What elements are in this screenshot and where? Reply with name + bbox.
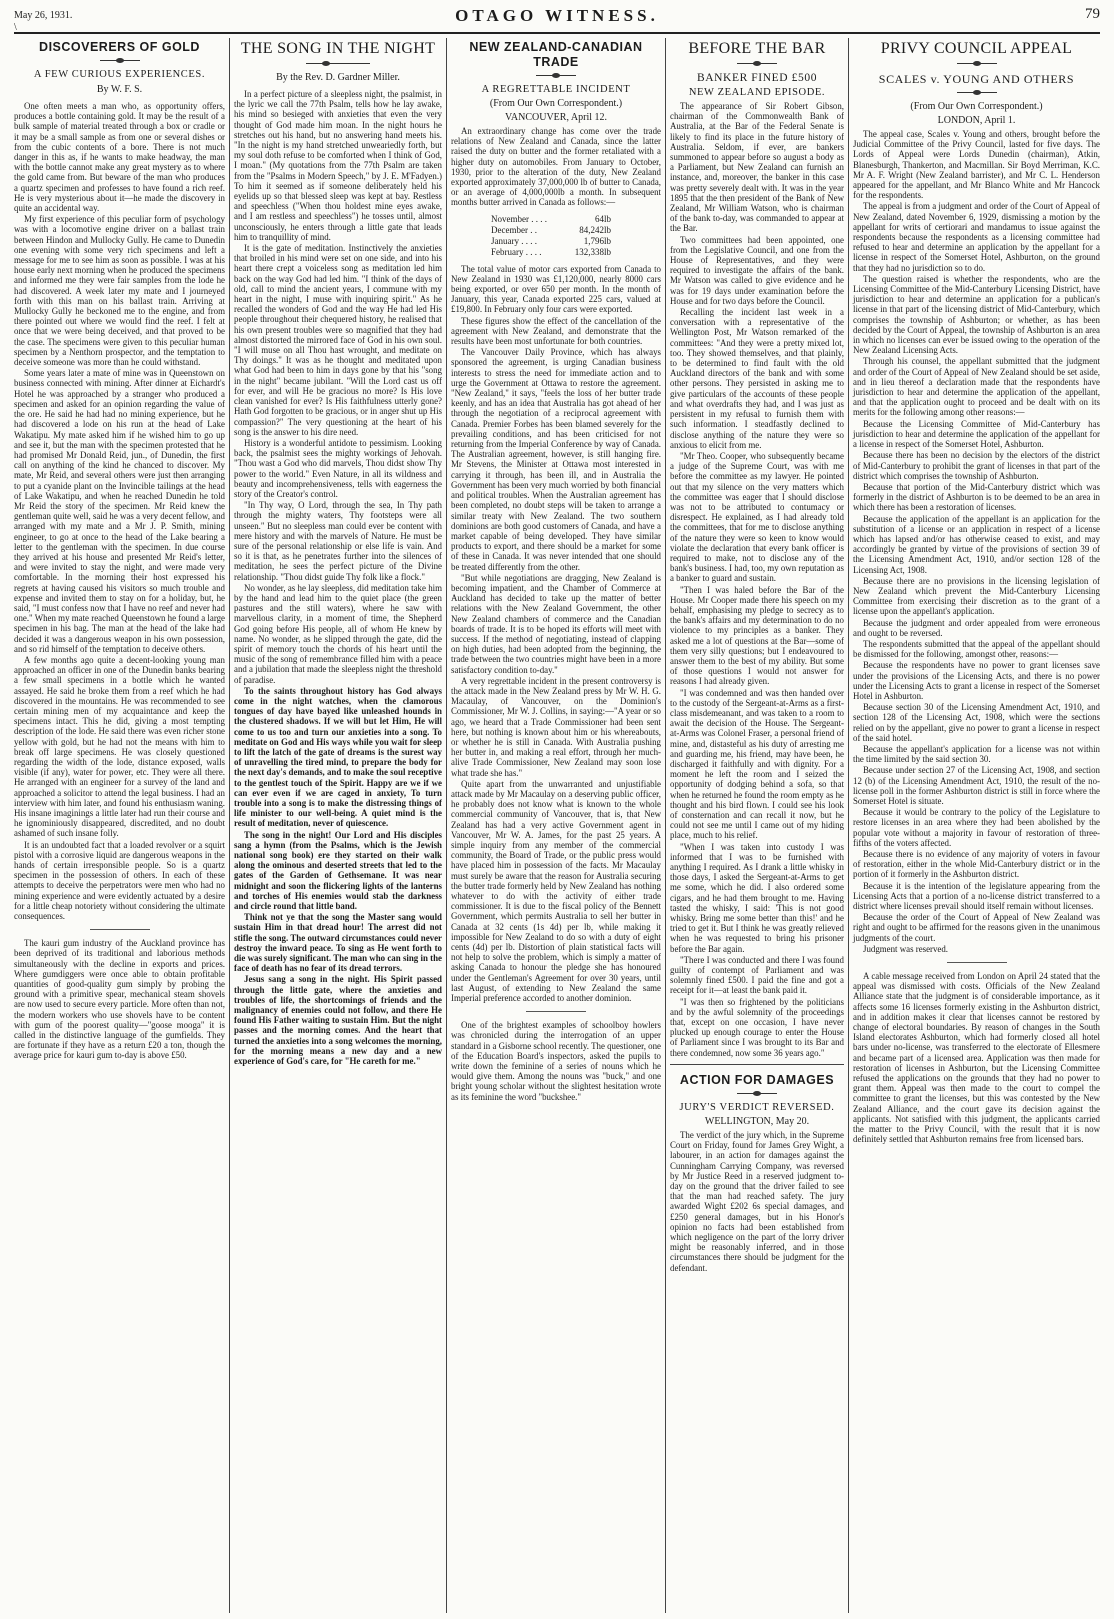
paragraph: Because the order of the Court of Appeal of New Zealand was right and ought to be affirmed for the reasons given in the unanimous judgments of the court. (853, 912, 1100, 943)
article-subheadline: JURY'S VERDICT REVERSED. (679, 1101, 835, 1113)
butter-imports-table (491, 214, 661, 258)
paragraph: A few months ago quite a decent-looking young man approached an officer in one of the Dunedin banks bearing a few small specimens in a bottle which he wanted assayed. He said he broke them from a reef which he had discovered in the mountains. He was recommended to see certain mining men of my acquaintance and keep the specimens intact. This he did, giving a most tempting description of the lode. He said there was even richer stone yellow with gold, but he had not the means with him to break off large specimens. He was closely questioned regarding the width of the lode, distance exposed, walls visible (if any), water for power, etc. They were all there. He arranged with an engineer for a survey of the land and approached a solicitor to attend the legal business. I had an interview with him later, and found his enthusiasm waning. His insane imaginings a little later had run their course and he ignominiously disappeared, discredited, and no doubt ashamed of such insane folly. (14, 654, 225, 839)
paragraph: Two committees had been appointed, one from the Legislative Council, and one from the House of Representatives, and they were required to investigate the affairs of the bank. Mr Watson was called to give evidence and he was for 19 days under examination before the House and for two days before the Council. (670, 234, 844, 306)
article-body (234, 89, 442, 1066)
paragraph: History is a wonderful antidote to pessimism. Looking back, the psalmist sees the mighty workings of Jehovah. "Thou wast a God who did marvels, Thou didst show Thy power to the world." Even Nature, in all its wildness and beauty and incomprehensiveness, tells with eagerness the story of the Creator's control. (234, 437, 442, 499)
column-before-the-bar (665, 38, 844, 1613)
paragraph: A cable message received from London on April 24 stated that the appeal was dismissed with costs. Officials of the New Zealand Alliance state that the judgment is of considerable importance, as it affects some 16 licenses formerly existing in the Ashburton district, and in addition makes it clear that licenses cannot be restored by change of electoral boundaries. By reason of changes in the South Island electorates Ashburton, which had formerly closed all hotel bars under no-license, was transferred to the electorate of Ellesmere and became part of a licensed area. Application was then made for restoration of licenses in Ashburton, but the Licensing Committee refused the applications on the grounds that they had no power to grant them. Appeal was then made to the court to compel the committee to grant the licenses, but this was contested by the New Zealand Alliance, and the court gave its decision against the applicants. Not satisfied with this judgment, the applicants carried the matter to the Privy Council, with the result that it is now definitely settled that Ashburton remains free from licensed bars. (853, 971, 1100, 1145)
ornament-rule (306, 61, 370, 67)
issue-date: May 26, 1931. (14, 10, 73, 21)
paragraph: Because under section 27 of the Licensing Act, 1908, and section 12 (b) of the Licensing Amendment Act, 1910, the result of the no-license poll in the former Ashburton district is still in force where the Somerset Hotel is situate. (853, 765, 1100, 806)
paragraph: The total value of motor cars exported from Canada to New Zealand in 1930 was £1,120,000, nearly 8000 cars being exported, or over 650 per month. In the month of January, this year, Canada exported 225 cars, valued at £19,800. In February only four cars were exported. (451, 263, 661, 315)
paragraph: Because the appellant's application for a license was not within the time limited by the said section 30. (853, 743, 1100, 765)
article-body (670, 1130, 844, 1273)
paragraph: A very regrettable incident in the present controversy is the attack made in the New Zealand press by Mr W. H. G. Macaulay, of Vancouver, on the Dominion's Commissioner, Mr W. J. Collins, in saying:—"A year or so ago, we heard that a Trade Commissioner had been sent here, but nothing is known about him or his whereabouts, or whether he is still in Canada. With Australia pushing her butter in, and making a real effort, through her much-alive Trade Commissioner, New Zealand may soon lose what trade she has." (451, 675, 661, 778)
paragraph: One of the brightest examples of schoolboy howlers was chronicled during the interrogation of an upper standard in a Gisborne school recently. The questioner, one of the Education Board's inspectors, asked the pupils to write down the feminine of a series of nouns which he would give them. Among the nouns was "buck," and one bright young scholar without the slightest hesitation wrote as its feminine the word "buckshee." (451, 1020, 661, 1102)
paragraph: These figures show the effect of the cancellation of the agreement with New Zealand, and demonstrate that the results have been most unfortunate for both countries. (451, 315, 661, 347)
paragraph: "There I was conducted and there I was found guilty of contempt of Parliament and was solemnly fined £500. I paid the fine and got a receipt for it—at least the bank paid it. (670, 954, 844, 996)
article-source: (From Our Own Correspondent.) (489, 98, 623, 109)
article-body (853, 129, 1100, 1145)
paragraph: "When I was taken into custody I was informed that I was to be furnished with anything I required. As I drank a little whisky in those days, I asked the Sergeant-at-Arms to get me some, which he did. I also ordered some cigars, and he had them brought to me. Having tasted the whisky, I said: 'This is not good whisky. Bring me some better than this!' and he tried to get it. But I think he was greatly relieved when he was requested to bring his prisoner before the Bar again. (670, 841, 844, 954)
paragraph: Because there has been no decision by the electors of the district of Mid-Canterbury to prohibit the grant of licenses in that part of the district which comprises the township of Ashburton. (853, 450, 1100, 481)
ornament-rule (536, 73, 576, 79)
table-quantity: 84,242lb (579, 224, 611, 235)
separator-rule (947, 962, 1007, 963)
article-body (14, 101, 225, 1061)
paragraph: The kauri gum industry of the Auckland province has been deprived of its traditional and laborious methods simultaneously with the decline in exports and prices. Where gumdiggers were once able to obtain profitable quantities of good-quality gum simply by probing the ground with a primitive spear, mechanical steam shovels are now used to secure every particle. More often than not, the modern workers who use shovels have to be content with gum of the poorest quality—"goose mooga" it is called in the distinctive language of the gumfields. They are fortunate if they have as a return £20 a ton, though the average price for kauri gum to-day is above £50. (14, 938, 225, 1061)
ornament-rule (957, 90, 997, 96)
separator-rule (526, 1011, 586, 1012)
article-subheadline: A FEW CURIOUS EXPERIENCES. (33, 69, 206, 80)
margin-mark: \ (14, 22, 17, 33)
paragraph: Because the application of the appellant is an application for the substitution of a license or an application in respect of a license which has lapsed and/or has otherwise ceased to exist, and may accordingly be granted by virtue of the provisions of section 39 of the Licensing Amendment Act, 1910, and/or section 128 of the Licensing Act, 1908. (853, 513, 1100, 575)
paragraph: Think not ye that the song the Master sang would sustain Him in that dread hour! The arrest did not stifle the song. The outward circumstances could never destroy the inward peace. To sing as He went forth to die was surely significant. The man who can sing in the face of death has no fear of its dread terrors. (234, 912, 442, 974)
ornament-rule (100, 58, 140, 64)
paragraph: Because the Licensing Committee of Mid-Canterbury has jurisdiction to hear and determine the application of the appellant for a license in respect of the Somerset Hotel, Ashburton. (853, 418, 1100, 450)
article-body (451, 126, 661, 1102)
paragraph: "I was then so frightened by the politicians and by the awful solemnity of the proceedings that, except on one occasion, I have never plucked up enough courage to enter the House of Parliament since I was brought to its Bar and there condemned, now some 36 years ago." (670, 996, 844, 1058)
paragraph: The appeal case, Scales v. Young and others, brought before the Judicial Committee of the Privy Council, lasted for five days. The Lords of Appeal were Lords Dunedin (chairman), Atkin, Blanesburgh, Thankerton, and Macmillan. Sir Boyd Merriman, K.C. Mr A. F. Wright (New Zealand barrister), and Mr C. L. Henderson appeared for the appellant, and Mr Blanco White and Mr Hancock for the respondents. (853, 129, 1100, 201)
paragraph: The Vancouver Daily Province, which has always sponsored the agreement, is urging Canadian business interests to stress the need for immediate action and to urge the Government at Ottawa to restore the agreement. "New Zealand," it says, "feels the loss of her butter trade keenly, and has an idea that Australia has got ahead of her through the negotiation of a reciprocal agreement with Canada. Premier Forbes has been blamed severely for the prevailing conditions, and has been criticised for not returning from the Imperial Conference by way of Canada. The Australian agreement, however, is still hanging fire. Mr Stevens, the Minister at Ottawa most interested in carrying it through, has been ill, and in Australia the Government has been very much worried by both financial and political troubles. When the Australian agreement has been completed, no doubt steps will be taken to arrange a similar treaty with New Zealand. The two southern dominions are both good customers of Canada, and have a market capable of being developed. They have similar products to export, and there should be a market for some of these in Canada. It was never intended that one should be treated differently from the other. (451, 347, 661, 572)
table-row (491, 247, 611, 258)
masthead (14, 6, 1100, 34)
paragraph: "Then I was haled before the Bar of the House. Mr Cooper made there his speech on my behalf, emphasising my pledge to secrecy as to the bank's affairs and my determination to do no violence to my principles as a banker. They asked me a lot of questions at the Bar—some of them very silly questions; but I endeavoured to answer them to the best of my ability. But some of those questions I would not answer for reasons I had already given. (670, 584, 844, 687)
paragraph: The appearance of Sir Robert Gibson, chairman of the Commonwealth Bank of Australia, at the Bar of the Federal Senate is likely to find its place in the future history of Australia. Seldom, if ever, are bankers summoned to appear before so august a body as a Parliament, but New Zealand can furnish an instance, and, moreover, the banker in this case was pretty severely dealt with. It was in the year 1895 that the then president of the Bank of New Zealand, Mr William Watson, who is chairman of the bank to-day, was commanded to appear at the Bar. (670, 101, 844, 234)
ornament-rule (737, 1091, 777, 1097)
paragraph: The song in the night! Our Lord and His disciples sang a hymn (from the Psalms, which is the Jewish national song book) ere they started on their walk along the ominous and deserted streets that led to the gates of the Garden of Gethsemane. It was near midnight and soon the flickering lights of the lanterns and torches of His enemies would stab the darkness and circle round that little band. (234, 829, 442, 912)
paragraph: Because section 30 of the Licensing Amendment Act, 1910, and section 128 of the Licensing Act, 1908, which were the sections relied on by the appellant, give no power to grant a license in respect of the said hotel. (853, 702, 1100, 743)
table-row (491, 214, 611, 225)
article-headline: NEW ZEALAND-CANADIAN TRADE (469, 40, 643, 69)
column-nz-canadian-trade (446, 38, 661, 1613)
article-headline: PRIVY COUNCIL APPEAL (880, 40, 1073, 57)
separator-rule (90, 929, 150, 930)
ornament-rule (737, 61, 777, 67)
column-song-in-the-night (229, 38, 442, 1613)
paragraph: Because that portion of the Mid-Canterbury district which was formerly in the district of Ashburton is to be deemed to be an area in which there has been a restoration of licenses. (853, 481, 1100, 513)
newspaper-title: OTAGO WITNESS. (455, 6, 659, 25)
table-month: December . . (491, 224, 537, 235)
ornament-rule (957, 61, 997, 67)
article-subheadline: A REGRETTABLE INCIDENT (481, 84, 631, 95)
paragraph: To the saints throughout history has God always come in the night watches, when the clamorous tongues of day have bayed like unleashed hounds in the clustered shadows. If we will but let Him, He will come to us too and turn our anxieties into a song. To meditate on God and His ways while you wait for sleep to lift the latch of the gate of dreams is the surest way of unravelling the tired mind, to prepare the body for the next day's demands, and to make the soul receptive to the gentlest touch of the Spirit. Happy are we if we can ever even if we are caged in anxiety, To turn trouble into a song is to make the distressing things of life minister to our well-being. A quiet mind is the result of meditation, never of quiescence. (234, 685, 442, 829)
article-dateline: VANCOUVER, April 12. (504, 112, 608, 123)
paragraph: Quite apart from the unwarranted and unjustifiable attack made by Mr Macaulay on a deserving public officer, he probably does not know what is known to the whole commercial community of Vancouver, that is, that New Zealand has had a very active Government agent in Vancouver, Mr W. A. James, for the past 25 years. A simple inquiry from any member of the commercial community, the Board of Trade, or the public press would have placed him in possession of the facts. Mr Macaulay must surely be aware that the reason for Australia securing the butter trade formerly held by New Zealand has nothing whatever to do with the activity of either trade commissioner. It is due to the fiscal policy of the Bennett Government, which permits Australia to sell her butter in Canada at 32 cents (1s 4d) per lb, while making it impossible for New Zealand to do so with a duty of eight cents (4d) per lb. Distortion of plain statistical facts will not help to solve the problem, which is simply a matter of asking Canada to honour the pledge she has honoured under the Gentleman's Agreement for over 30 years, until last August, of extending to New Zealand the same Imperial preference accorded to another dominion. (451, 778, 661, 1004)
article-dateline: LONDON, April 1. (937, 115, 1016, 126)
table-month: February . . . . (491, 246, 542, 257)
paragraph: Some years later a mate of mine was in Queenstown on business connected with mining. After dinner at Eichardt's Hotel he was approached by a stranger who produced a specimen and asked for an opinion regarding the value of the ore. He said he had had no mining experience, but he had discovered a lode on his run at the head of Lake Wakatipu. My mate asked him if he wished him to go up and see it, but the man with the specimen protested that he had promised Mr Donald Reid, jun., of Dunedin, the first call on anything of the kind he chanced to discover. My mate, Mr Reid, and several others were just then arranging to put a cyanide plant on the Invincible tailings at the head of Lake Wakatipu, and when he reached Dunedin he told Mr Reid the story of the specimen. Mr Reid knew the gentleman quite well, said he was a very decent fellow, and arranged with my mate and a Mr J. P. Smith, mining engineer, to go at once to the head of the Lake bearing a letter to the gentleman with the specimen. In due course they arrived at his house and presented Mr Reid's letter, and were invited to stay the night, and were made very comfortable. In the morning their host expressed his regrets at having caused his visitors so much trouble and expense and invited them to stay on for a holiday, but, he said, "I must confess now that I have no reef and never had one." When my mate reached Queenstown he found a large specimen in his bag. The man at the head of the lake had decided it was a dangerous weapon in his own possession, and so rid himself of the temptation to deceive others. (14, 368, 225, 654)
paragraph: In a perfect picture of a sleepless night, the psalmist, in the lyric we call the 77th Psalm, tells how he lay awake, his mind so besieged with anxieties that even the very thought of God made him moan. In the night hours he stretches out his hand, but no answering hand meets his. "In the night is my hand stretched unweariedly forth, but my soul doth refuse to be comforted when I think of God, I moan." (My quotations from the 77th Psalm are taken from the "Psalms in Modern Speech," by J. E. M'Fadyen.) To him it seemed as if someone deliberately held his eyelids up so that blessed sleep was kept at bay. Restless and speechless ("When thou holdest mine eyes awake, and I am restless and speechless") he tosses until, almost unconsciously, he enters through a little gate that leads him to tranquillity of mind. (234, 89, 442, 242)
article-byline: By the Rev. D. Gardner Miller. (276, 72, 400, 83)
article-headline: THE SONG IN THE NIGHT (240, 40, 436, 57)
table-row (491, 236, 611, 247)
table-quantity: 64lb (594, 213, 611, 224)
article-body (670, 101, 844, 1058)
paragraph: It is the gate of meditation. Instinctively the anxieties that broiled in his mind were set on one side, and into his heart there crept a voiceless song as meditation led him back on the way God had led him. "I think of the days of old, call to mind the ancient years, I commune with my heart in the night, I muse with inquiring spirit." As he recalled the wonders of God and the way He had led His people throughout their chequered history, he realised that his own present troubles were so magnified that they had almost distorted the mirrored face of God in his own soul. "I will muse on all Thou hast wrought, and meditate on Thy doings." It was as he thought and meditated upon what God had been to him in days gone by that his "song in the night" became jubilant. "Will the Lord cast us off for ever, and will He be gracious no more? Is His love clean vanished for ever? Is His faithfulness utterly gone? Hath God forgotten to be gracious, or in anger shut up His compassion?" The very questioning at the heart of his song is the answer to his dire need. (234, 243, 442, 437)
table-month: January . . . . (491, 235, 537, 246)
paragraph: No wonder, as he lay sleepless, did meditation take him by the hand and lead him to the quiet place (the green pastures and the still waters), where he saw with marvellous clarity, in a moment of time, the Shepherd God going before His people, all of whom He knew by name. No wonder, as he slipped through the gate, did the spirit of memory touch the chords of his heart until the music of the song of remembrance filled him with a peace and a jubilation that made the sleepless night the threshold of paradise. (234, 582, 442, 685)
paragraph: Because there is no evidence of any majority of voters in favour of restoration, either in the whole Mid-Canterbury district or in the portion of it formerly in the Ashburton district. (853, 849, 1100, 880)
article-headline: ACTION FOR DAMAGES (679, 1072, 835, 1087)
table-month: November . . . . (491, 213, 547, 224)
paragraph: "I was condemned and was then handed over to the custody of the Sergeant-at-Arms as a first-class misdemeanant, and was taken to a room to await the decision of the House. The Sergeant-at-Arms was Colonel Fraser, a personal friend of mine, and, distasteful as his duty of arresting me and guarding me, his friend, may have been, he discharged it faithfully and with dignity. For a moment he left the room and I seized the opportunity of dodging behind a sofa, so that when he returned he found the room empty as he thought and his bird flown. I could see his look of consternation and can recall it now, but he could not see me until I came out of my hiding place, much to his relief. (670, 687, 844, 841)
column-discoverers-of-gold (14, 38, 225, 1613)
paragraph: "In Thy way, O Lord, through the sea, In Thy path through the mighty waters, Thy footsteps were all unseen." But no sleepless man could ever be content with mere history and with the marvels of Nature. He must be sure of the personal relationship or else life is vain. And so it is that, as he penetrates further into the silences of meditation, he sees the perfect picture of the Divine relationship. "Thou didst guide Thy folk like a flock." (234, 500, 442, 582)
paragraph: The question raised is whether the respondents, who are the Licensing Committee of the Mid-Canterbury Licensing District, have jurisdiction to hear and determine an application for a publican's license in that part of the licensing district of Mid-Canterbury, which comprises the township of Ashburton; or whether, as has been decided by the Court of Appeal, the township of Ashburton is an area in which no licenses can ever be issued owing to the operation of the New Zealand Licensing Acts. (853, 273, 1100, 356)
paragraph: The verdict of the jury which, in the Supreme Court on Friday, found for James Grey Wight, a labourer, in an action for damages against the Cunningham Carrying Company, was reversed by Mr Justice Reed in a reserved judgment to-day on the ground that the driver failed to see that the man had reached safety. The jury awarded Wight £202 6s special damages, and £250 general damages, but in his Honor's opinion no facts had been established from which negligence on the part of the lorry driver might be reasonably inferred, and in those circumstances there should be judgment for the defendant. (670, 1129, 844, 1273)
article-subheadline-2: NEW ZEALAND EPISODE. (688, 87, 826, 98)
page-number: 79 (1085, 6, 1100, 22)
paragraph: Because there are no provisions in the licensing legislation of New Zealand which prevent the Mid-Canterbury Licensing Committee from exercising their discretion as to the grant of a license upon the appellant's application. (853, 575, 1100, 617)
paragraph: Jesus sang a song in the night. His Spirit passed through the little gate, where the anxieties and troubles of life, the shortcomings of friends and the malignancy of enemies could not follow, and there He found His Father waiting to sustain Him. But the night passes and the morning comes. And the heart that turned the anxieties into a song welcomes the morning, for the morning means a new day and a new experience of God's care, for "He careth for me." (234, 974, 442, 1067)
paragraph: Judgment was reserved. (863, 943, 949, 954)
paragraph: "But while negotiations are dragging, New Zealand is becoming impatient, and the Chamber of Commerce at Auckland has decided to take up the matter of better relations with the New Zealand Government, the other New Zealand chambers of commerce and the Canadian boards of trade. It is to be hoped its efforts will meet with success. If the method of negotiating, instead of clapping on high duties, had been adopted from the beginning, the trade between the two countries might have been in a more satisfactory condition to-day." (451, 572, 661, 675)
article-headline: DISCOVERERS OF GOLD (39, 40, 200, 54)
paragraph: An extraordinary change has come over the trade relations of New Zealand and Canada, since the latter raised the duty on butter and the former retaliated with a higher duty on automobiles. From January to October, 1930, prior to the alteration of the duty, New Zealand exported approximately 37,000,000 lb of butter to Canada, or an average of 4,000,000lb a month. In subsequent months butter arrived in Canada as follows:— (451, 126, 661, 208)
paragraph: Recalling the incident last week in a conversation with a representative of the Wellington Post, Mr Watson remarked of the committees: "And they were a pretty mixed lot, too. They showed themselves, and that plainly, to be determined to find fault with the old Auckland directors of the bank and with some other persons. They persisted in asking me to give particulars of the accounts of these people and what overdrafts they had, and I was just as persistent in my refusal to furnish them with such information. I steadfastly declined to disclose anything of the nature they were so anxious to elicit from me. (670, 307, 844, 450)
article-headline: BEFORE THE BAR (688, 40, 826, 57)
article-source: (From Our Own Correspondent.) (910, 101, 1043, 112)
table-quantity: 1,796lb (583, 235, 611, 246)
paragraph: The respondents submitted that the appeal of the appellant should be dismissed for the following, amongst other, reasons:— (853, 638, 1100, 660)
article-byline: By W. F. S. (96, 84, 143, 95)
paragraph: Because the respondents have no power to grant licenses save under the provisions of the Licensing Acts, and there is no power under the Licensing Acts to grant a license in respect of the Somerset Hotel in Ashburton. (853, 660, 1100, 701)
article-subheadline: BANKER FINED £500 (696, 72, 818, 84)
paragraph: One often meets a man who, as opportunity offers, produces a bottle containing gold. It may be the result of a bulk sample of material treated through a box or cradle or it may be a small sample as from one or several dishes or from the cubic contents of a bore. There is not much danger in this as, if he wants to make headway, the man with the bottle cannot make any great mystery as to where the gold came from. But beware of the man who produces a quartz specimen and professes to have found a rich reef. He is very mysterious about it—he made the discovery in quite an accidental way. (14, 101, 225, 214)
paragraph: My first experience of this peculiar form of psychology was with a locomotive engine driver on a ballast train between Hindon and Mullocky Gully. He came to Dunedin one evening with some very rich specimens and left a message for me to see him as soon as possible. I was at his house early next morning when he produced the specimens and informed me they were fair samples from the lode he had discovered. A week later my mate and I journeyed forth with this man on his ballast train. Arriving at Mullocky Gully he beckoned me to the engine, and from there pointed out where we would find the reef. I felt at once that we were being deceived, and that proved to be the case. The specimens were given to this peculiar human specimen by a Nenthorn prospector, and the temptation to deceive someone was more than he could withstand. (14, 214, 225, 368)
table-row (491, 225, 611, 236)
action-for-damages-article (670, 1064, 844, 1273)
paragraph: "Mr Theo. Cooper, who subsequently became a judge of the Supreme Court, was with me before the committee as my lawyer. He pointed out that my silence on the very matters which the committee was eager that I should disclose was not to be attributed to contumacy or disrespect. He explained, as I had already told the committees, that for me to disclose anything of the nature they were so keen to know would violate the declaration that every bank officer is required to make, not to disclose any of the bank's business. I had, too, my own reputation as a banker to guard and sustain. (670, 450, 844, 584)
paragraph: Because the judgment and order appealed from were erroneous and ought to be reversed. (853, 617, 1100, 638)
paragraph: Because it would be contrary to the policy of the Legislature to restore licenses in an area where they had been abolished by the popular vote without a majority in favour of restoration of three-fifths of the voters affected. (853, 807, 1100, 848)
article-subheadline: SCALES v. YOUNG AND OTHERS (878, 72, 1075, 86)
article-dateline: WELLINGTON, May 20. (704, 1115, 810, 1127)
paragraph: Because it is the intention of the legislature appearing from the Licensing Acts that a portion of a no-license district transferred to a district where licenses prevail should itself remain without licenses. (853, 880, 1100, 912)
paragraph: Through his counsel, the appellant submitted that the judgment and order of the Court of Appeal of New Zealand should be set aside, and in lieu thereof a declaration made that the respondents have jurisdiction to hear and determine the application of the appellant, and that the application ought to proceed and be dealt with on its merits for the following among other reasons:— (853, 356, 1100, 418)
table-quantity: 132,338lb (574, 246, 611, 257)
paragraph: The appeal is from a judgment and order of the Court of Appeal of New Zealand, dated November 6, 1929, dismissing a motion by the appellant for writs of certiorari and mandamus to issue against the respondents because the respondents as a licensing committee had refused to hear and determine an application by the appellant for a license in respect of the Somerset Hotel, Ashburton, on the ground that they had no jurisdiction so to do. (853, 201, 1100, 273)
column-privy-council-appeal (848, 38, 1100, 1613)
paragraph: It is an undoubted fact that a loaded revolver or a squirt pistol with a corrosive liquid are dangerous weapons in the hands of certain irresponsible people. So is a quartz specimen in the possession of others. In each of these attempts to deceive the perpetrators were men who had no mining experience and were evidently actuated by a desire for a little cheap notoriety without considering the ultimate consequences. (14, 839, 225, 922)
